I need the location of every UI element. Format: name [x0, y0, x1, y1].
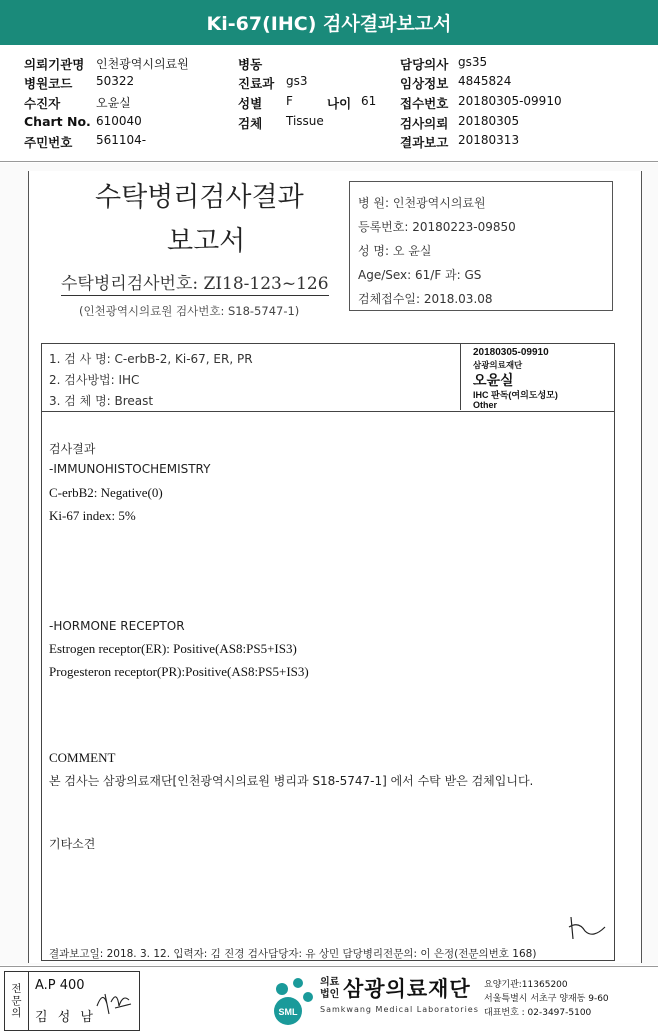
specimen-received-date: 검체접수일: 2018.03.08	[358, 292, 493, 306]
sticker-lab: 삼광의료재단	[473, 360, 523, 370]
institution-code: 요양기관:11365200	[484, 980, 568, 990]
sticker-type: IHC 판독(여의도성모)	[473, 390, 558, 400]
page-footer	[0, 966, 658, 1036]
corp-label	[320, 977, 339, 1001]
value-clinical-info: 4845824	[458, 74, 512, 88]
value-patient: 오윤실	[96, 96, 131, 110]
phone-number: 대표번호 : 02-3497-5100	[484, 1008, 592, 1018]
specimen-label-sticker	[460, 344, 616, 410]
vertical-char-1: 전	[11, 983, 22, 995]
value-department: gs3	[286, 74, 308, 88]
test-name: 1. 검 사 명: C-erbB-2, Ki-67, ER, PR	[49, 352, 253, 366]
address: 서울특별시 서초구 양재동 9-60	[484, 994, 609, 1004]
sticker-other: Other	[473, 400, 498, 410]
report-number: 수탁병리검사번호: ZI18-123~126	[61, 269, 329, 296]
label-ward: 병동	[238, 57, 263, 72]
label-clinical-info: 임상정보	[400, 76, 449, 91]
hormone-heading: -HORMONE RECEPTOR	[49, 619, 185, 633]
vertical-char-3: 의	[11, 1007, 22, 1019]
result-box	[41, 411, 615, 961]
patient-info-header	[0, 47, 658, 162]
value-requesting-institution: 인천광역시의료원	[96, 57, 189, 71]
report-paper	[28, 171, 642, 963]
sticker-patient: 오윤실	[473, 372, 514, 388]
specialist-vertical-label	[5, 972, 29, 1030]
specialist-name: 김 성 남	[35, 1010, 96, 1025]
specialist-signature	[93, 984, 135, 1018]
cerbb2-result: C-erbB2: Negative(0)	[49, 485, 163, 500]
label-chart-no: Chart No.	[24, 114, 91, 129]
age-sex: Age/Sex: 61/F 과: GS	[358, 268, 482, 282]
specialist-box	[4, 971, 140, 1031]
hospital-name: 병 원: 인천광역시의료원	[358, 196, 486, 210]
value-report-date: 20180313	[458, 133, 520, 147]
brand-name: 삼광의료재단	[343, 977, 471, 1001]
hospital-info-box	[349, 181, 613, 311]
value-specimen: Tissue	[286, 114, 324, 128]
ki67-result: Ki-67 index: 5%	[49, 508, 136, 523]
label-receipt-no: 접수번호	[400, 96, 449, 111]
pr-result: Progesteron receptor(PR):Positive(AS8:PS5+IS3)	[49, 664, 309, 679]
er-result: Estrogen receptor(ER): Positive(AS8:PS5+IS3)	[49, 641, 297, 656]
label-doctor: 담당의사	[400, 57, 449, 72]
patient-name: 성 명: 오 윤실	[358, 244, 432, 258]
label-patient: 수진자	[24, 96, 61, 111]
pathologist-signature-mark	[565, 913, 613, 943]
label-resident-no: 주민번호	[24, 135, 73, 150]
label-specimen: 검체	[238, 116, 263, 131]
ap-number: A.P 400	[35, 978, 85, 993]
corp-line-2: 법인	[320, 989, 340, 1000]
label-request-date: 검사의뢰	[400, 116, 449, 131]
scanned-report	[0, 163, 658, 965]
comment-text: 본 검사는 삼광의료재단[인천광역시의료원 병리과 S18-5747-1] 에서 수탁 받은 검체입니다.	[49, 774, 534, 788]
other-findings: 기타소견	[49, 837, 96, 851]
registration-number: 등록번호: 20180223-09850	[358, 220, 516, 234]
scan-title-line1: 수탁병리검사결과	[95, 182, 304, 213]
sml-logo-text: SML	[278, 1007, 298, 1017]
label-age: 나이	[327, 96, 352, 111]
vertical-char-2: 문	[11, 995, 22, 1007]
value-age: 61	[361, 94, 377, 108]
test-info-box	[41, 343, 615, 411]
test-method: 2. 검사방법: IHC	[49, 373, 140, 387]
sml-logo	[268, 973, 320, 1029]
label-department: 진료과	[238, 76, 275, 91]
value-hospital-code: 50322	[96, 74, 135, 88]
value-resident-no: 561104-	[96, 133, 147, 147]
label-sex: 성별	[238, 96, 263, 111]
report-note: (인천광역시의료원 검사번호: S18-5747-1)	[79, 304, 300, 318]
result-heading: 검사결과	[49, 442, 96, 456]
ihc-heading: -IMMUNOHISTOCHEMISTRY	[49, 462, 211, 476]
scan-title-line2: 보고서	[167, 226, 246, 257]
value-receipt-no: 20180305-09910	[458, 94, 562, 108]
test-specimen: 3. 검 체 명: Breast	[49, 394, 154, 408]
label-requesting-institution: 의뢰기관명	[24, 57, 85, 72]
corp-line-1: 의료	[320, 977, 340, 988]
comment-heading: COMMENT	[49, 750, 116, 765]
value-chart-no: 610040	[96, 114, 142, 128]
report-title: Ki-67(IHC) 검사결과보고서	[0, 0, 658, 45]
value-request-date: 20180305	[458, 114, 520, 128]
label-report-date: 결과보고	[400, 135, 449, 150]
label-hospital-code: 병원코드	[24, 76, 73, 91]
value-doctor: gs35	[458, 55, 488, 69]
report-footer-line: 결과보고일: 2018. 3. 12. 입력자: 김 진경 검사담당자: 유 상민 담당병리전문의: 이 은정(전문의번호 168)	[49, 948, 537, 960]
value-sex: F	[286, 94, 293, 108]
brand-name-english: Samkwang Medical Laboratories	[320, 1005, 479, 1014]
sticker-number: 20180305-09910	[473, 347, 549, 358]
